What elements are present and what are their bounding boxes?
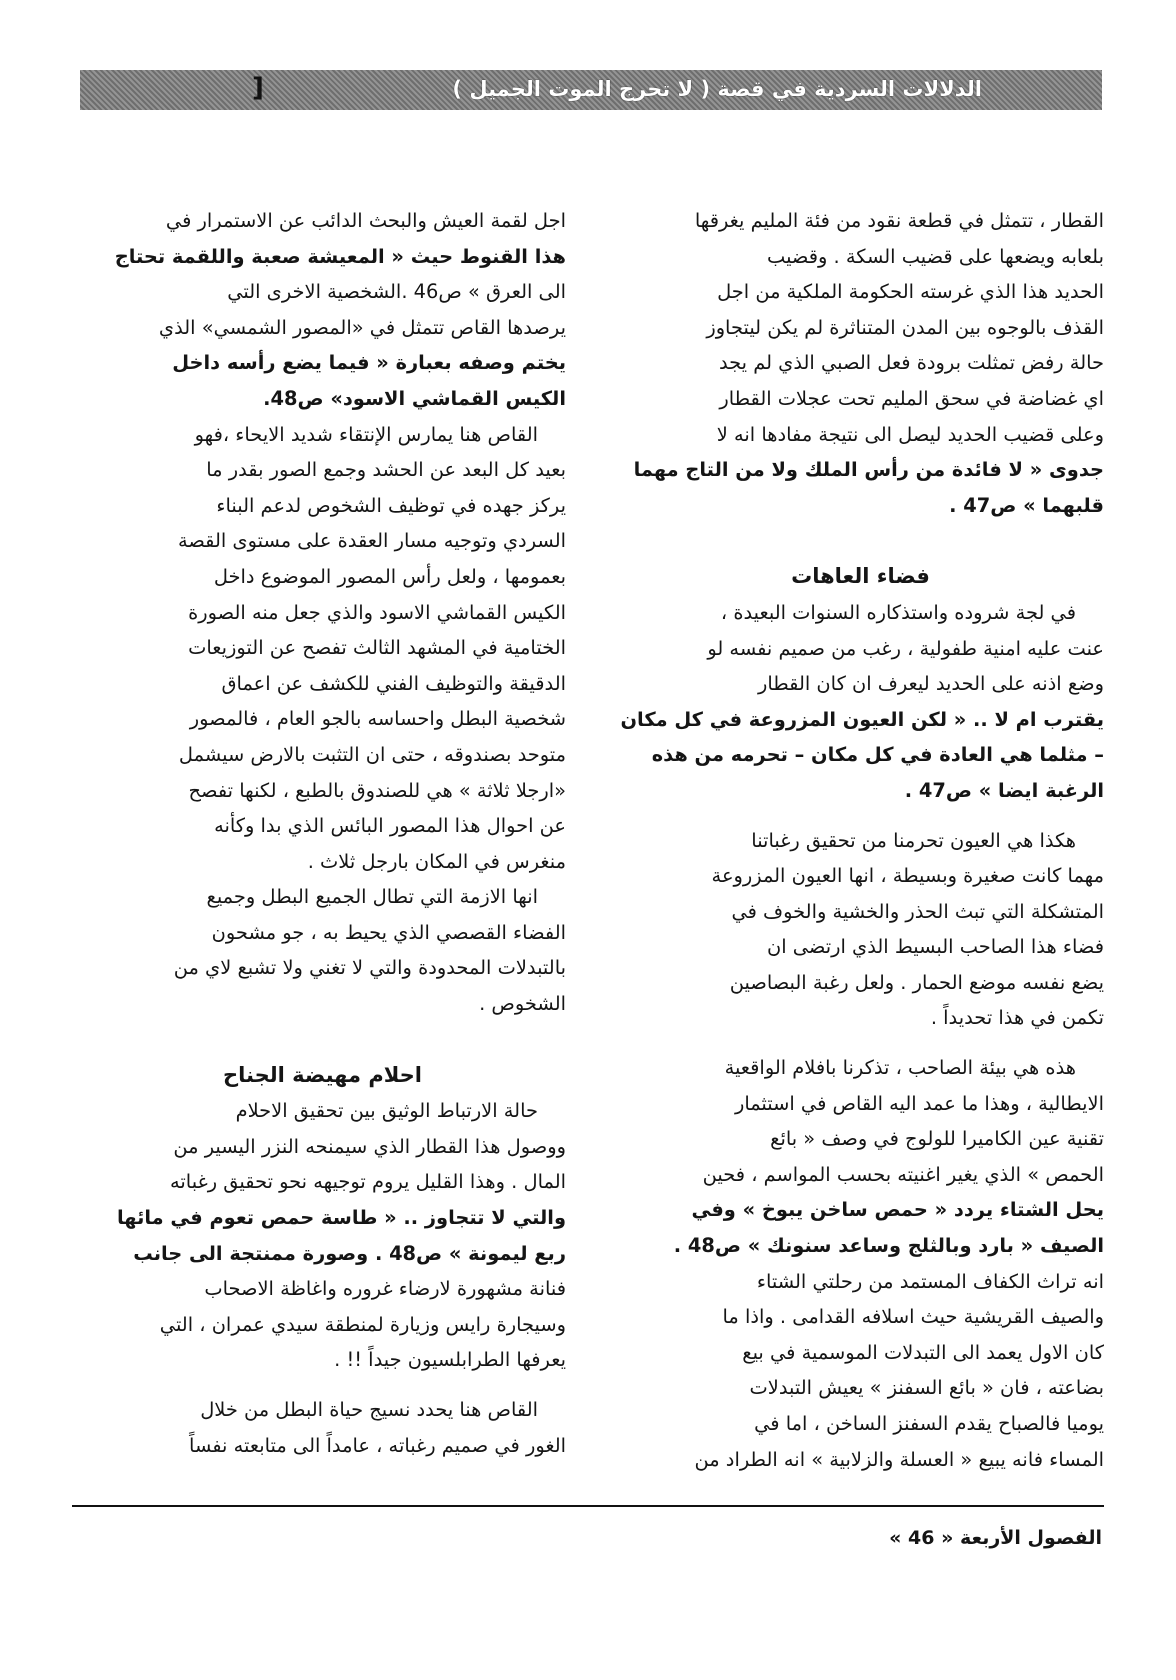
text-line: تكمن في هذا تحديداً . — [930, 1006, 1104, 1030]
paragraph — [617, 595, 1104, 809]
text-line: المتشكلة التي تبث الحذر والخشية والخوف في — [731, 899, 1104, 923]
text-line: شخصية البطل واحساسه بالجو العام ، فالمصور — [189, 707, 566, 731]
text-line: وعلى قضيب الحديد ليصل الى نتيجة مفادها انه لا — [716, 422, 1104, 446]
text-line: الغور في صميم رغباته ، عامداً الى متابعته نفساً — [189, 1433, 566, 1457]
text-line: الدقيقة والتوظيف الفني للكشف عن اعماق — [221, 671, 566, 695]
text-line: المال . وهذا القليل يروم توجيهه نحو تحقيق رغباته — [170, 1170, 566, 1194]
text-line: الحديد هذا الذي غرسته الحكومة الملكية من اجل — [717, 280, 1104, 304]
text-line: فضاء هذا الصاحب البسيط الذي ارتضى ان — [766, 935, 1104, 959]
text-line: الصيف « بارد وبالثلج وساعد سنونك » ص48 . — [673, 1234, 1104, 1258]
text-line: الكيس القماشي الاسود والذي جعل منه الصورة — [188, 600, 566, 624]
running-header-title: الدلالات السردية في قصة ( لا تحرج الموت الجميل ) — [452, 77, 982, 101]
text-line: يختم وصفه بعبارة « فيما يضع رأسه داخل — [172, 351, 566, 375]
paragraph — [617, 203, 1104, 523]
text-line: الرغبة ايضا » ص47 . — [904, 778, 1104, 802]
text-line: وسيجارة رايس وزيارة لمنطقة سيدي عمران ، التي — [159, 1312, 566, 1336]
text-line: بالتبدلات المحدودة والتي لا تغني ولا تشبع لاي من — [173, 956, 566, 980]
text-line: هذا القنوط حيث « المعيشة صعبة واللقمة تحتاج — [114, 244, 566, 268]
text-line: الايطالية ، وهذا ما عمد اليه القاص في استثمار — [734, 1091, 1104, 1115]
text-line: انها الازمة التي تطال الجميع البطل وجميع — [206, 885, 538, 909]
text-line: قلبهما » ص47 . — [949, 493, 1104, 517]
text-line: بلعابه ويضعها على قضيب السكة . وقضيب — [767, 244, 1104, 268]
spacer — [79, 1022, 566, 1058]
text-line: وضع اذنه على الحديد ليعرف ان كان القطار — [757, 672, 1104, 696]
spacer — [617, 523, 1104, 559]
text-line: منغرس في المكان بارجل ثلاث . — [307, 849, 566, 873]
text-line: هذه هي بيئة الصاحب ، تذكرنا بافلام الواقعية — [724, 1056, 1076, 1080]
section-heading: فضاء العاهات — [791, 564, 930, 589]
footer-divider — [72, 1505, 1104, 1507]
text-line: الكيس القماشي الاسود» ص48. — [263, 386, 566, 410]
paragraph — [79, 1093, 566, 1378]
text-line: الى العرق » ص46 .الشخصية الاخرى التي — [227, 280, 566, 304]
text-line: يركز جهده في توظيف الشخوص لدعم البناء — [216, 493, 566, 517]
text-line: يضع نفسه موضع الحمار . ولعل رغبة البصاصين — [729, 970, 1104, 994]
text-line: عنت عليه امنية طفولية ، رغب من صميم نفسه لو — [707, 636, 1104, 660]
text-line: كان الاول يعمد الى التبدلات الموسمية في بيع — [742, 1340, 1104, 1364]
paragraph — [79, 1392, 566, 1463]
page-footer: الفصول الأربعة « 46 » — [889, 1527, 1102, 1549]
spacer — [617, 1036, 1104, 1050]
text-line: بعيد كل البعد عن الحشد وجمع الصور بقدر ما — [206, 458, 566, 482]
section-heading: احلام مهيضة الجناح — [223, 1062, 422, 1087]
text-line: – مثلما هي العادة في كل مكان – تحرمه من هذه — [651, 743, 1104, 767]
running-header-bar — [80, 70, 1102, 110]
text-line: القطار ، تتمثل في قطعة نقود من فئة المليم يغرقها — [694, 209, 1104, 232]
right-column — [617, 203, 1104, 1477]
text-line: حالة رفض تمثلت برودة فعل الصبي الذي لم يجد — [718, 351, 1104, 375]
paragraph — [617, 823, 1104, 1037]
text-line: جدوى « لا فائدة من رأس الملك ولا من التاج مهما — [633, 458, 1104, 482]
text-line: الختامية في المشهد الثالث تفصح عن التوزيعات — [188, 636, 566, 660]
spacer — [617, 809, 1104, 823]
text-line: متوحد بصندوقه ، حتى ان التثبت بالارض سيشمل — [178, 742, 566, 766]
text-line: بعمومها ، ولعل رأس المصور الموضوع داخل — [213, 564, 566, 588]
text-line: ربع ليمونة » ص48 . وصورة ممنتجة الى جانب — [133, 1241, 566, 1265]
text-line: القذف بالوجوه بين المدن المتناثرة لم يكن ليتجاوز — [706, 315, 1104, 339]
text-line: عن احوال هذا المصور البائس الذي بدا وكأنه — [214, 814, 566, 838]
text-line: تقنية عين الكاميرا للولوج في وصف « بائع — [770, 1127, 1104, 1151]
spacer — [79, 1378, 566, 1392]
left-column — [79, 203, 566, 1463]
text-line: يحل الشتاء يردد « حمص ساخن يبوخ » وفي — [691, 1198, 1104, 1222]
text-line: مهما كانت صغيرة وبسيطة ، انها العيون المزروعة — [711, 864, 1104, 888]
paragraph — [79, 417, 566, 880]
text-line: القاص هنا يحدد نسيج حياة البطل من خلال — [200, 1398, 538, 1421]
text-line: «ارجلا ثلاثة » هي للصندوق بالطبع ، لكنها تفصح — [188, 778, 566, 802]
text-line: فنانة مشهورة لارضاء غروره واغاظة الاصحاب — [204, 1277, 566, 1301]
text-line: القاص هنا يمارس الإنتقاء شديد الايحاء ،فهو — [194, 422, 538, 446]
text-line: يوميا فالصباح يقدم السفنز الساخن ، اما في — [754, 1412, 1104, 1435]
paragraph — [79, 203, 566, 417]
text-line: والتي لا تتجاوز .. « طاسة حمص تعوم في مائها — [117, 1206, 566, 1230]
text-line: هكذا هي العيون تحرمنا من تحقيق رغباتنا — [751, 828, 1076, 852]
text-line: ووصول هذا القطار الذي سيمنحه النزر اليسير من — [173, 1134, 566, 1158]
paragraph — [617, 1050, 1104, 1477]
text-line: انه تراث الكفاف المستمد من رحلتي الشتاء — [756, 1269, 1104, 1293]
text-line: المساء فانه يبيع « العسلة والزلابية » انه الطراد من — [694, 1447, 1104, 1471]
text-line: حالة الارتباط الوثيق بين تحقيق الاحلام — [235, 1099, 538, 1123]
text-line: في لجة شروده واستذكاره السنوات البعيدة ، — [720, 600, 1076, 624]
text-line: يعرفها الطرابلسيون جيداً !! . — [334, 1348, 566, 1372]
text-line: الفضاء القصصي الذي يحيط به ، جو مشحون — [211, 920, 566, 944]
text-line: يقترب ام لا .. « لكن العيون المزروعة في كل مكان — [620, 707, 1104, 731]
text-line: اجل لقمة العيش والبحث الدائب عن الاستمرار في — [165, 209, 566, 232]
text-line: الشخوص . — [479, 992, 566, 1016]
header-ornament: ] — [252, 73, 264, 103]
text-line: يرصدها القاص تتمثل في «المصور الشمسي» الذي — [158, 315, 566, 339]
paragraph — [79, 879, 566, 1021]
text-line: الحمص » الذي يغير اغنيته بحسب المواسم ، فحين — [702, 1162, 1104, 1186]
text-line: والصيف القريشية حيث اسلافه القدامى . واذا ما — [722, 1305, 1104, 1329]
text-line: اي غضاضة في سحق المليم تحت عجلات القطار — [719, 386, 1104, 410]
text-line: السردي وتوجيه مسار العقدة على مستوى القصة — [177, 529, 566, 553]
text-line: بضاعته ، فان « بائع السفنز » يعيش التبدلات — [749, 1376, 1104, 1400]
